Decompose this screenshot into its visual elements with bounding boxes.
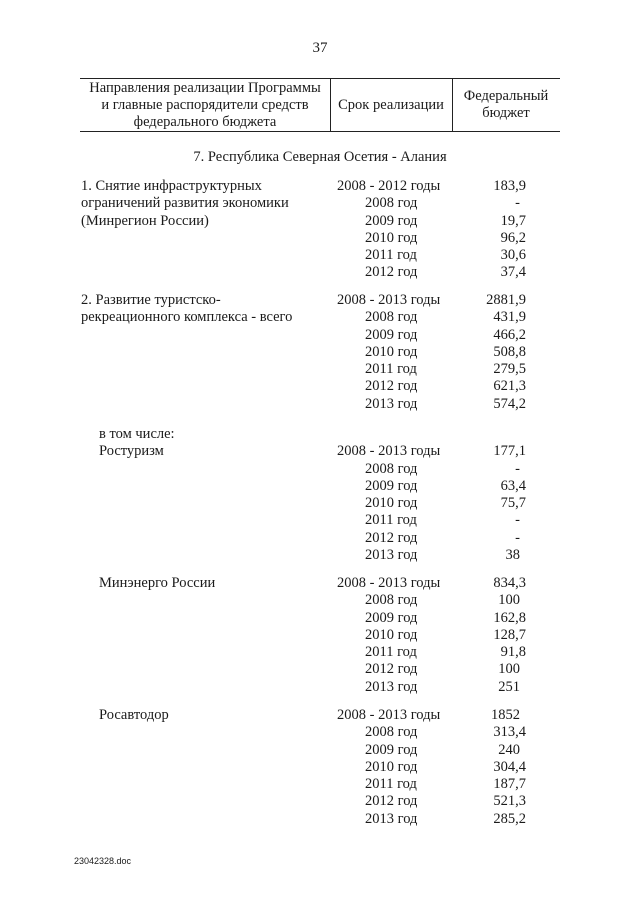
period-cell: 2013 год (365, 810, 418, 827)
table-row (0, 592, 640, 609)
period-cell: 2009 год (365, 609, 418, 626)
period-cell: 2012 год (365, 661, 418, 678)
amount-cell: 313,4 (493, 724, 526, 741)
table-row (0, 213, 640, 230)
table-row (0, 811, 640, 828)
table-row (0, 309, 640, 326)
period-cell: 2008 год (365, 309, 418, 326)
amount-cell: 508,8 (493, 343, 526, 360)
header-budget-line-2: бюджет (482, 105, 530, 121)
table-row (0, 396, 640, 413)
header-period: Срок реализации (338, 97, 444, 113)
amount-cell: 251 (498, 678, 520, 695)
period-cell: 2010 год (365, 758, 418, 775)
amount-cell: 1852 (491, 707, 520, 723)
header-budget-line-1: Федеральный (463, 88, 549, 104)
table-row (0, 627, 640, 644)
table-row (0, 495, 640, 512)
period-cell: 2011 год (365, 247, 417, 264)
period-cell: 2009 год (365, 212, 418, 229)
amount-cell: 96,2 (500, 229, 526, 246)
group-name-line: 2. Развитие туристско- (81, 292, 221, 308)
period-cell: 2008 год (365, 195, 418, 212)
period-cell: 2008 - 2013 годы (337, 443, 441, 460)
amount-cell: 279,5 (493, 361, 526, 378)
page-number: 37 (312, 40, 328, 56)
table-row (0, 292, 640, 309)
period-cell: 2008 - 2013 годы (337, 292, 441, 308)
table-row (0, 707, 640, 724)
amount-cell: 100 (498, 661, 520, 678)
table-row (0, 361, 640, 378)
period-cell: 2012 год (365, 378, 418, 395)
period-cell: 2013 год (365, 678, 418, 695)
table-row (0, 378, 640, 395)
group-name-line: ограничений развития экономики (81, 195, 289, 212)
table-row (0, 247, 640, 264)
period-cell: 2011 год (365, 776, 417, 793)
group-name-line: Росавтодор (99, 707, 169, 723)
table-row (0, 344, 640, 361)
amount-cell: 521,3 (493, 793, 526, 810)
amount-cell: 183,9 (493, 178, 526, 194)
amount-cell: 304,4 (493, 758, 526, 775)
amount-cell: - (515, 460, 520, 477)
period-cell: 2008 год (365, 460, 418, 477)
period-cell: 2009 год (365, 477, 418, 494)
amount-cell: 466,2 (493, 326, 526, 343)
header-directions (80, 80, 330, 131)
amount-cell: 128,7 (493, 626, 526, 643)
table-row (0, 776, 640, 793)
group-rows (0, 707, 640, 828)
period-cell: 2010 год (365, 343, 418, 360)
table-row (0, 575, 640, 592)
table-row (0, 610, 640, 627)
group-name-line: Минэнерго России (99, 575, 216, 591)
group-rows (0, 443, 640, 564)
amount-cell: 2881,9 (486, 292, 526, 308)
amount-cell: 75,7 (500, 495, 526, 512)
period-cell: 2008 - 2013 годы (337, 707, 441, 723)
period-cell: 2013 год (365, 395, 418, 412)
amount-cell: 431,9 (493, 309, 526, 326)
amount-cell: 177,1 (493, 443, 526, 460)
amount-cell: 19,7 (500, 212, 526, 229)
amount-cell: 240 (498, 741, 520, 758)
period-cell: 2010 год (365, 626, 418, 643)
period-cell: 2012 год (365, 793, 418, 810)
amount-cell: 100 (498, 592, 520, 609)
period-cell: 2011 год (365, 644, 417, 661)
table-row (0, 461, 640, 478)
header-directions-line-1: Направления реализации Программы (89, 80, 321, 96)
table-row (0, 759, 640, 776)
period-cell: 2008 год (365, 724, 418, 741)
table-row (0, 178, 640, 195)
table-row (0, 742, 640, 759)
amount-cell: 834,3 (493, 575, 526, 591)
period-cell: 2010 год (365, 495, 418, 512)
table-row (0, 443, 640, 460)
table-row (0, 661, 640, 678)
amount-cell: 91,8 (500, 644, 526, 661)
table-header-top-rule (80, 78, 560, 79)
period-cell: 2012 год (365, 264, 418, 281)
group-name-line: Ростуризм (99, 443, 164, 460)
table-row (0, 793, 640, 810)
table-row (0, 547, 640, 564)
amount-cell: - (515, 529, 520, 546)
table-row (0, 644, 640, 661)
amount-cell: 38 (505, 547, 520, 564)
table-header-bottom-rule (80, 131, 560, 132)
amount-cell: 63,4 (500, 477, 526, 494)
group-rows (0, 292, 640, 413)
header-budget (452, 88, 560, 122)
amount-cell: - (515, 512, 520, 529)
header-directions-line-3: федерального бюджета (133, 114, 277, 130)
group-rows (0, 178, 640, 282)
amount-cell: 574,2 (493, 395, 526, 412)
period-cell: 2010 год (365, 229, 418, 246)
group-name-line: в том числе: (99, 426, 175, 442)
amount-cell: 30,6 (500, 247, 526, 264)
table-row (0, 327, 640, 344)
group-name-line: рекреационного комплекса - всего (81, 309, 293, 326)
table-row (0, 530, 640, 547)
footer-filename: 23042328.doc (74, 856, 132, 866)
period-cell: 2013 год (365, 547, 418, 564)
group-rows (0, 575, 640, 696)
period-cell: 2008 - 2013 годы (337, 575, 441, 591)
period-cell: 2008 год (365, 592, 418, 609)
group-name-line: (Минрегион России) (81, 212, 209, 229)
amount-cell: - (515, 195, 520, 212)
amount-cell: 187,7 (493, 776, 526, 793)
table-row (0, 724, 640, 741)
period-cell: 2009 год (365, 741, 418, 758)
section-title: 7. Республика Северная Осетия - Алания (193, 149, 447, 165)
period-cell: 2008 - 2012 годы (337, 178, 441, 194)
table-row (0, 264, 640, 281)
table-row (0, 230, 640, 247)
table-row (0, 478, 640, 495)
period-cell: 2012 год (365, 529, 418, 546)
table-row (0, 512, 640, 529)
period-cell: 2009 год (365, 326, 418, 343)
table-row (0, 679, 640, 696)
header-directions-line-2: и главные распорядители средств (101, 97, 309, 113)
group-name-line: 1. Снятие инфраструктурных (81, 178, 262, 194)
amount-cell: 621,3 (493, 378, 526, 395)
table-row (0, 195, 640, 212)
amount-cell: 285,2 (493, 810, 526, 827)
period-cell: 2011 год (365, 361, 417, 378)
period-cell: 2011 год (365, 512, 417, 529)
amount-cell: 162,8 (493, 609, 526, 626)
amount-cell: 37,4 (500, 264, 526, 281)
